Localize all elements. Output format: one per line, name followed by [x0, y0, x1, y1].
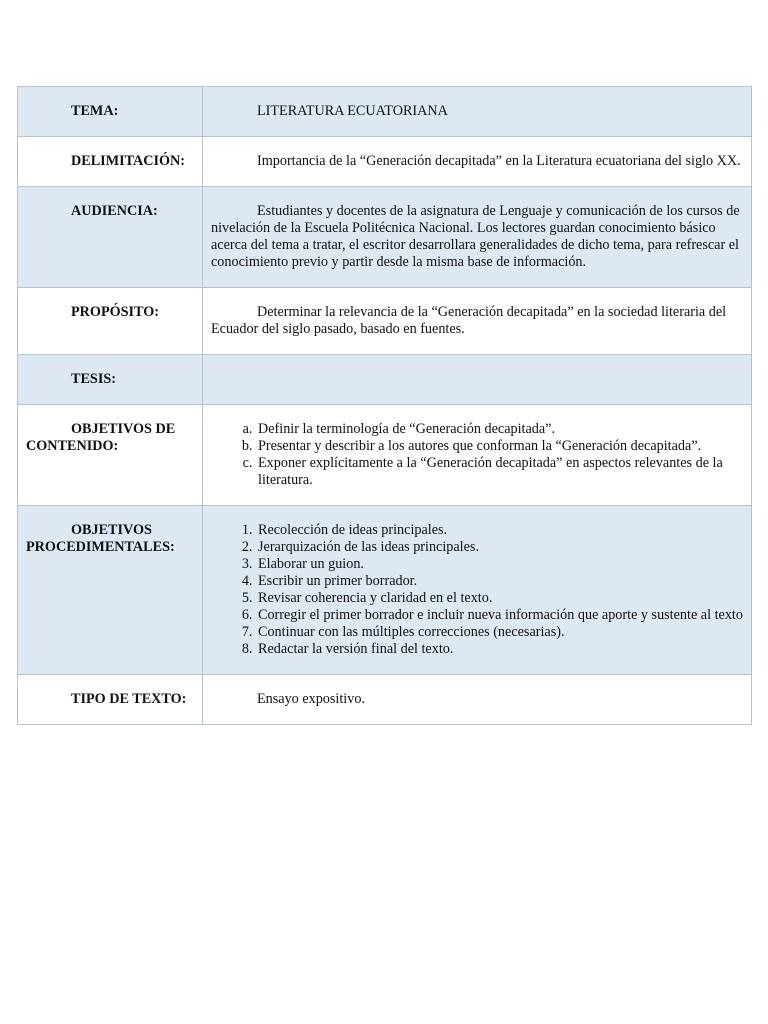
- row-content: LITERATURA ECUATORIANA: [203, 87, 752, 137]
- planning-table: [17, 86, 752, 725]
- row-content-empty: [203, 355, 752, 405]
- row-label: OBJETIVOS DE CONTENIDO:: [18, 405, 203, 506]
- table-row: [18, 87, 752, 137]
- list-item: a. Definir la terminología de “Generación decapitada”.: [256, 421, 743, 438]
- row-label: DELIMITACIÓN:: [18, 137, 203, 187]
- row-content: [203, 405, 752, 506]
- table-row: [18, 288, 752, 355]
- list-item: 3. Elaborar un guion.: [256, 556, 743, 573]
- row-content: Determinar la relevancia de la “Generación decapitada” en la sociedad literaria del Ecuador del siglo pasado, basado en fuentes.: [203, 288, 752, 355]
- row-label: PROPÓSITO:: [18, 288, 203, 355]
- list-item: 1. Recolección de ideas principales.: [256, 522, 743, 539]
- table-row: [18, 187, 752, 288]
- list-item: 7. Continuar con las múltiples correcciones (necesarias).: [256, 624, 743, 641]
- list-item: 6. Corregir el primer borrador e incluir nueva información que aporte y sustente al texto: [256, 607, 743, 624]
- list-item: b. Presentar y describir a los autores que conforman la “Generación decapitada”.: [256, 438, 743, 455]
- procedural-objectives-list: [211, 522, 743, 658]
- table-row: [18, 355, 752, 405]
- row-content: Estudiantes y docentes de la asignatura de Lenguaje y comunicación de los cursos de nivelación de la Escuela Politécnica Nacional. Los lectores guardan conocimiento básico acerca del tema a tratar, el escritor desarrollara generalidades de dicho tema, para refrescar el conocimiento previo y partir desde la misma base de información.: [203, 187, 752, 288]
- row-label: TEMA:: [18, 87, 203, 137]
- list-item: 8. Redactar la versión final del texto.: [256, 641, 743, 658]
- table-row: [18, 675, 752, 725]
- row-content: Importancia de la “Generación decapitada” en la Literatura ecuatoriana del siglo XX.: [203, 137, 752, 187]
- table-row: [18, 405, 752, 506]
- row-label: AUDIENCIA:: [18, 187, 203, 288]
- table-row: [18, 506, 752, 675]
- list-item: 5. Revisar coherencia y claridad en el texto.: [256, 590, 743, 607]
- row-label: TIPO DE TEXTO:: [18, 675, 203, 725]
- row-label: OBJETIVOS PROCEDIMENTALES:: [18, 506, 203, 675]
- list-item: 4. Escribir un primer borrador.: [256, 573, 743, 590]
- list-item: c. Exponer explícitamente a la “Generación decapitada” en aspectos relevantes de la literatura.: [256, 455, 743, 489]
- row-label: TESIS:: [18, 355, 203, 405]
- list-item: 2. Jerarquización de las ideas principales.: [256, 539, 743, 556]
- content-objectives-list: [211, 421, 743, 489]
- row-content: [203, 506, 752, 675]
- table-row: [18, 137, 752, 187]
- row-content: Ensayo expositivo.: [203, 675, 752, 725]
